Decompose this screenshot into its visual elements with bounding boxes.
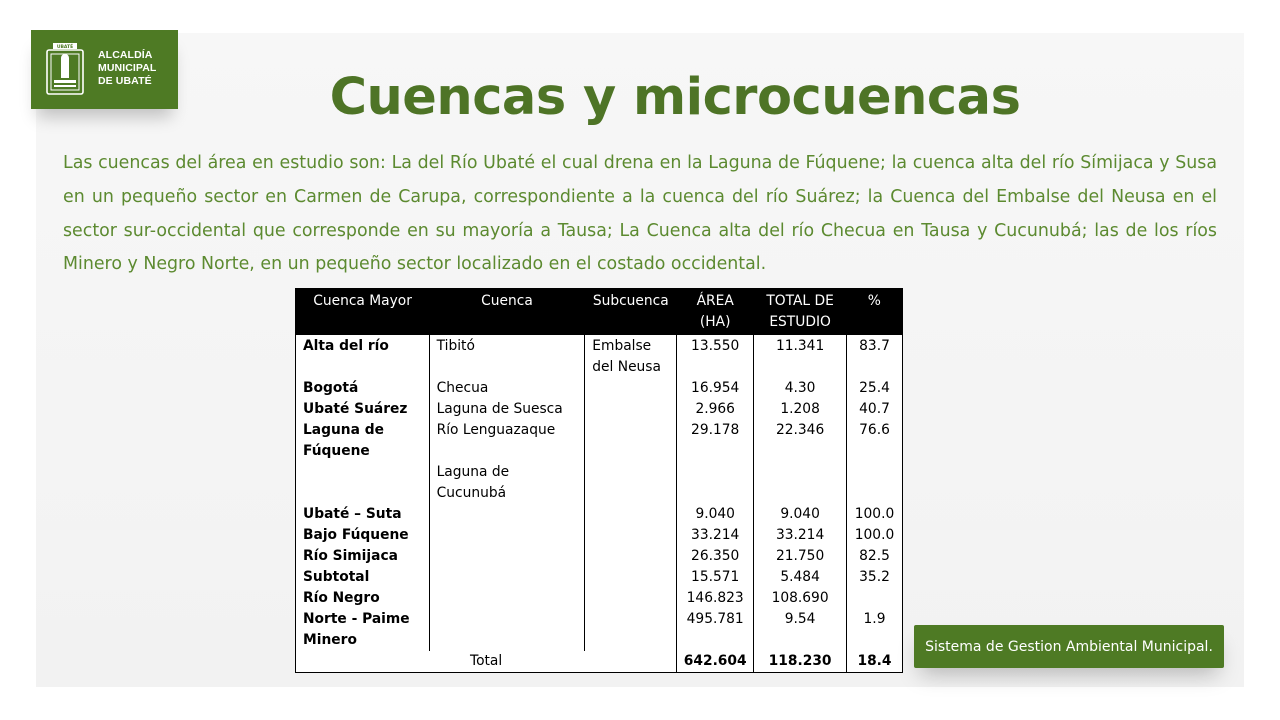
cell-cuenca: Tibitó [429,335,585,378]
table-row [296,462,903,504]
cell-cuenca-mayor: Subtotal [303,569,370,585]
system-badge: Sistema de Gestion Ambiental Municipal. [914,625,1224,668]
cell-area: 146.823 [677,588,754,609]
ubate-coat-of-arms-icon [43,42,87,98]
cuencas-table [295,288,903,673]
cell-area: 495.781 [677,609,754,630]
cell-cuenca [429,630,585,651]
header-percent: % [847,289,903,336]
cell-cuenca [429,546,585,567]
cell-total-estudio: 9.040 [754,504,847,525]
cell-total-estudio: 108.690 [754,588,847,609]
cell-total-estudio: 9.54 [754,609,847,630]
cell-cuenca-mayor: Laguna de Fúquene [303,422,384,459]
cell-percent: 82.5 [847,546,903,567]
cell-area: 13.550 [677,335,754,378]
table-row [296,399,903,420]
cell-percent [847,462,903,504]
table-row [296,567,903,588]
cell-cuenca [429,609,585,630]
cell-cuenca: Río Lenguazaque [429,420,585,462]
cell-cuenca-mayor: Alta del río [303,338,389,354]
cell-percent: 35.2 [847,567,903,588]
header-subcuenca: Subcuenca [585,289,677,336]
table-row [296,525,903,546]
intro-paragraph: Las cuencas del área en estudio son: La del Río Ubaté el cual drena en la Laguna de Fúquene; la cuenca alta del río Símijaca y Susa en un pequeño sector en Carmen de Carupa, correspondiente a la cuenca del río Suárez; la Cuenca del Embalse del Neusa en el sector sur-occidental que corresponde en su mayoría a Tausa; La Cuenca alta del río Checua en Tausa y Cucunubá; las de los ríos Minero y Negro Norte, en un pequeño sector localizado en el costado occidental. [63,153,1217,275]
total-label: Total [469,653,503,669]
cell-total-estudio: 4.30 [754,378,847,399]
emblem-label: UBATÉ [56,45,74,50]
header-total-estudio: TOTAL DE ESTUDIO [754,289,847,336]
cell-area: 29.178 [677,420,754,462]
cell-cuenca-mayor: Bajo Fúquene [303,527,409,543]
page-title: Cuencas y microcuencas [329,68,1021,127]
cell-percent: 100.0 [847,504,903,525]
cell-subcuenca: Embalse del Neusa [585,335,677,378]
cell-area: 26.350 [677,546,754,567]
cell-cuenca-mayor: Ubaté Suárez [303,401,408,417]
cell-subcuenca [585,588,677,609]
logo-wordmark [98,49,156,88]
cell-subcuenca [585,546,677,567]
table-row [296,609,903,630]
cell-total-estudio [754,630,847,651]
cell-percent: 100.0 [847,525,903,546]
cell-percent: 76.6 [847,420,903,462]
cell-subcuenca [585,378,677,399]
table-row [296,546,903,567]
cell-cuenca: Laguna de Suesca [429,399,585,420]
logo-line-2: MUNICIPAL [98,62,157,74]
table-total-row [296,651,903,673]
cell-cuenca-mayor: Minero [303,632,357,648]
cell-subcuenca [585,630,677,651]
alcaldia-logo [31,30,178,109]
cell-subcuenca [585,609,677,630]
table-row [296,630,903,651]
cell-cuenca-mayor: Río Simijaca [303,548,398,564]
cell-cuenca: Checua [429,378,585,399]
total-estudio: 118.230 [754,651,847,673]
cell-cuenca-mayor: Ubaté – Suta [303,506,402,522]
total-percent: 18.4 [847,651,903,673]
cell-total-estudio: 21.750 [754,546,847,567]
table-row [296,420,903,462]
cell-cuenca [429,588,585,609]
cell-percent: 83.7 [847,335,903,378]
cell-percent: 40.7 [847,399,903,420]
header-area: ÁREA (HA) [677,289,754,336]
cell-percent [847,588,903,609]
table-row [296,335,903,378]
cell-subcuenca [585,525,677,546]
cell-percent: 1.9 [847,609,903,630]
cell-area: 33.214 [677,525,754,546]
cell-cuenca [429,525,585,546]
cell-total-estudio: 22.346 [754,420,847,462]
cell-total-estudio: 11.341 [754,335,847,378]
cell-subcuenca [585,462,677,504]
cell-area [677,462,754,504]
cell-subcuenca [585,504,677,525]
cell-total-estudio: 1.208 [754,399,847,420]
cell-cuenca-mayor: Bogotá [303,380,359,396]
cell-subcuenca [585,567,677,588]
cell-subcuenca [585,420,677,462]
logo-line-1: ALCALDÍA [98,49,153,61]
cell-area: 15.571 [677,567,754,588]
table-row [296,378,903,399]
cell-area: 2.966 [677,399,754,420]
cell-cuenca: Laguna de Cucunubá [429,462,585,504]
cell-area: 9.040 [677,504,754,525]
cell-cuenca [429,504,585,525]
cell-area: 16.954 [677,378,754,399]
header-cuenca-mayor: Cuenca Mayor [296,289,430,336]
header-cuenca: Cuenca [429,289,585,336]
cell-cuenca-mayor: Norte - Paime [303,611,410,627]
cell-cuenca [429,567,585,588]
table-row [296,588,903,609]
cell-total-estudio [754,462,847,504]
table-row [296,504,903,525]
cell-cuenca-mayor [296,462,430,504]
cell-total-estudio: 5.484 [754,567,847,588]
cell-total-estudio: 33.214 [754,525,847,546]
table-header-row [296,289,903,336]
cell-percent [847,630,903,651]
cell-area [677,630,754,651]
cell-percent: 25.4 [847,378,903,399]
cell-cuenca-mayor: Río Negro [303,590,380,606]
total-area: 642.604 [677,651,754,673]
logo-line-3: DE UBATÉ [98,75,152,87]
cell-subcuenca [585,399,677,420]
